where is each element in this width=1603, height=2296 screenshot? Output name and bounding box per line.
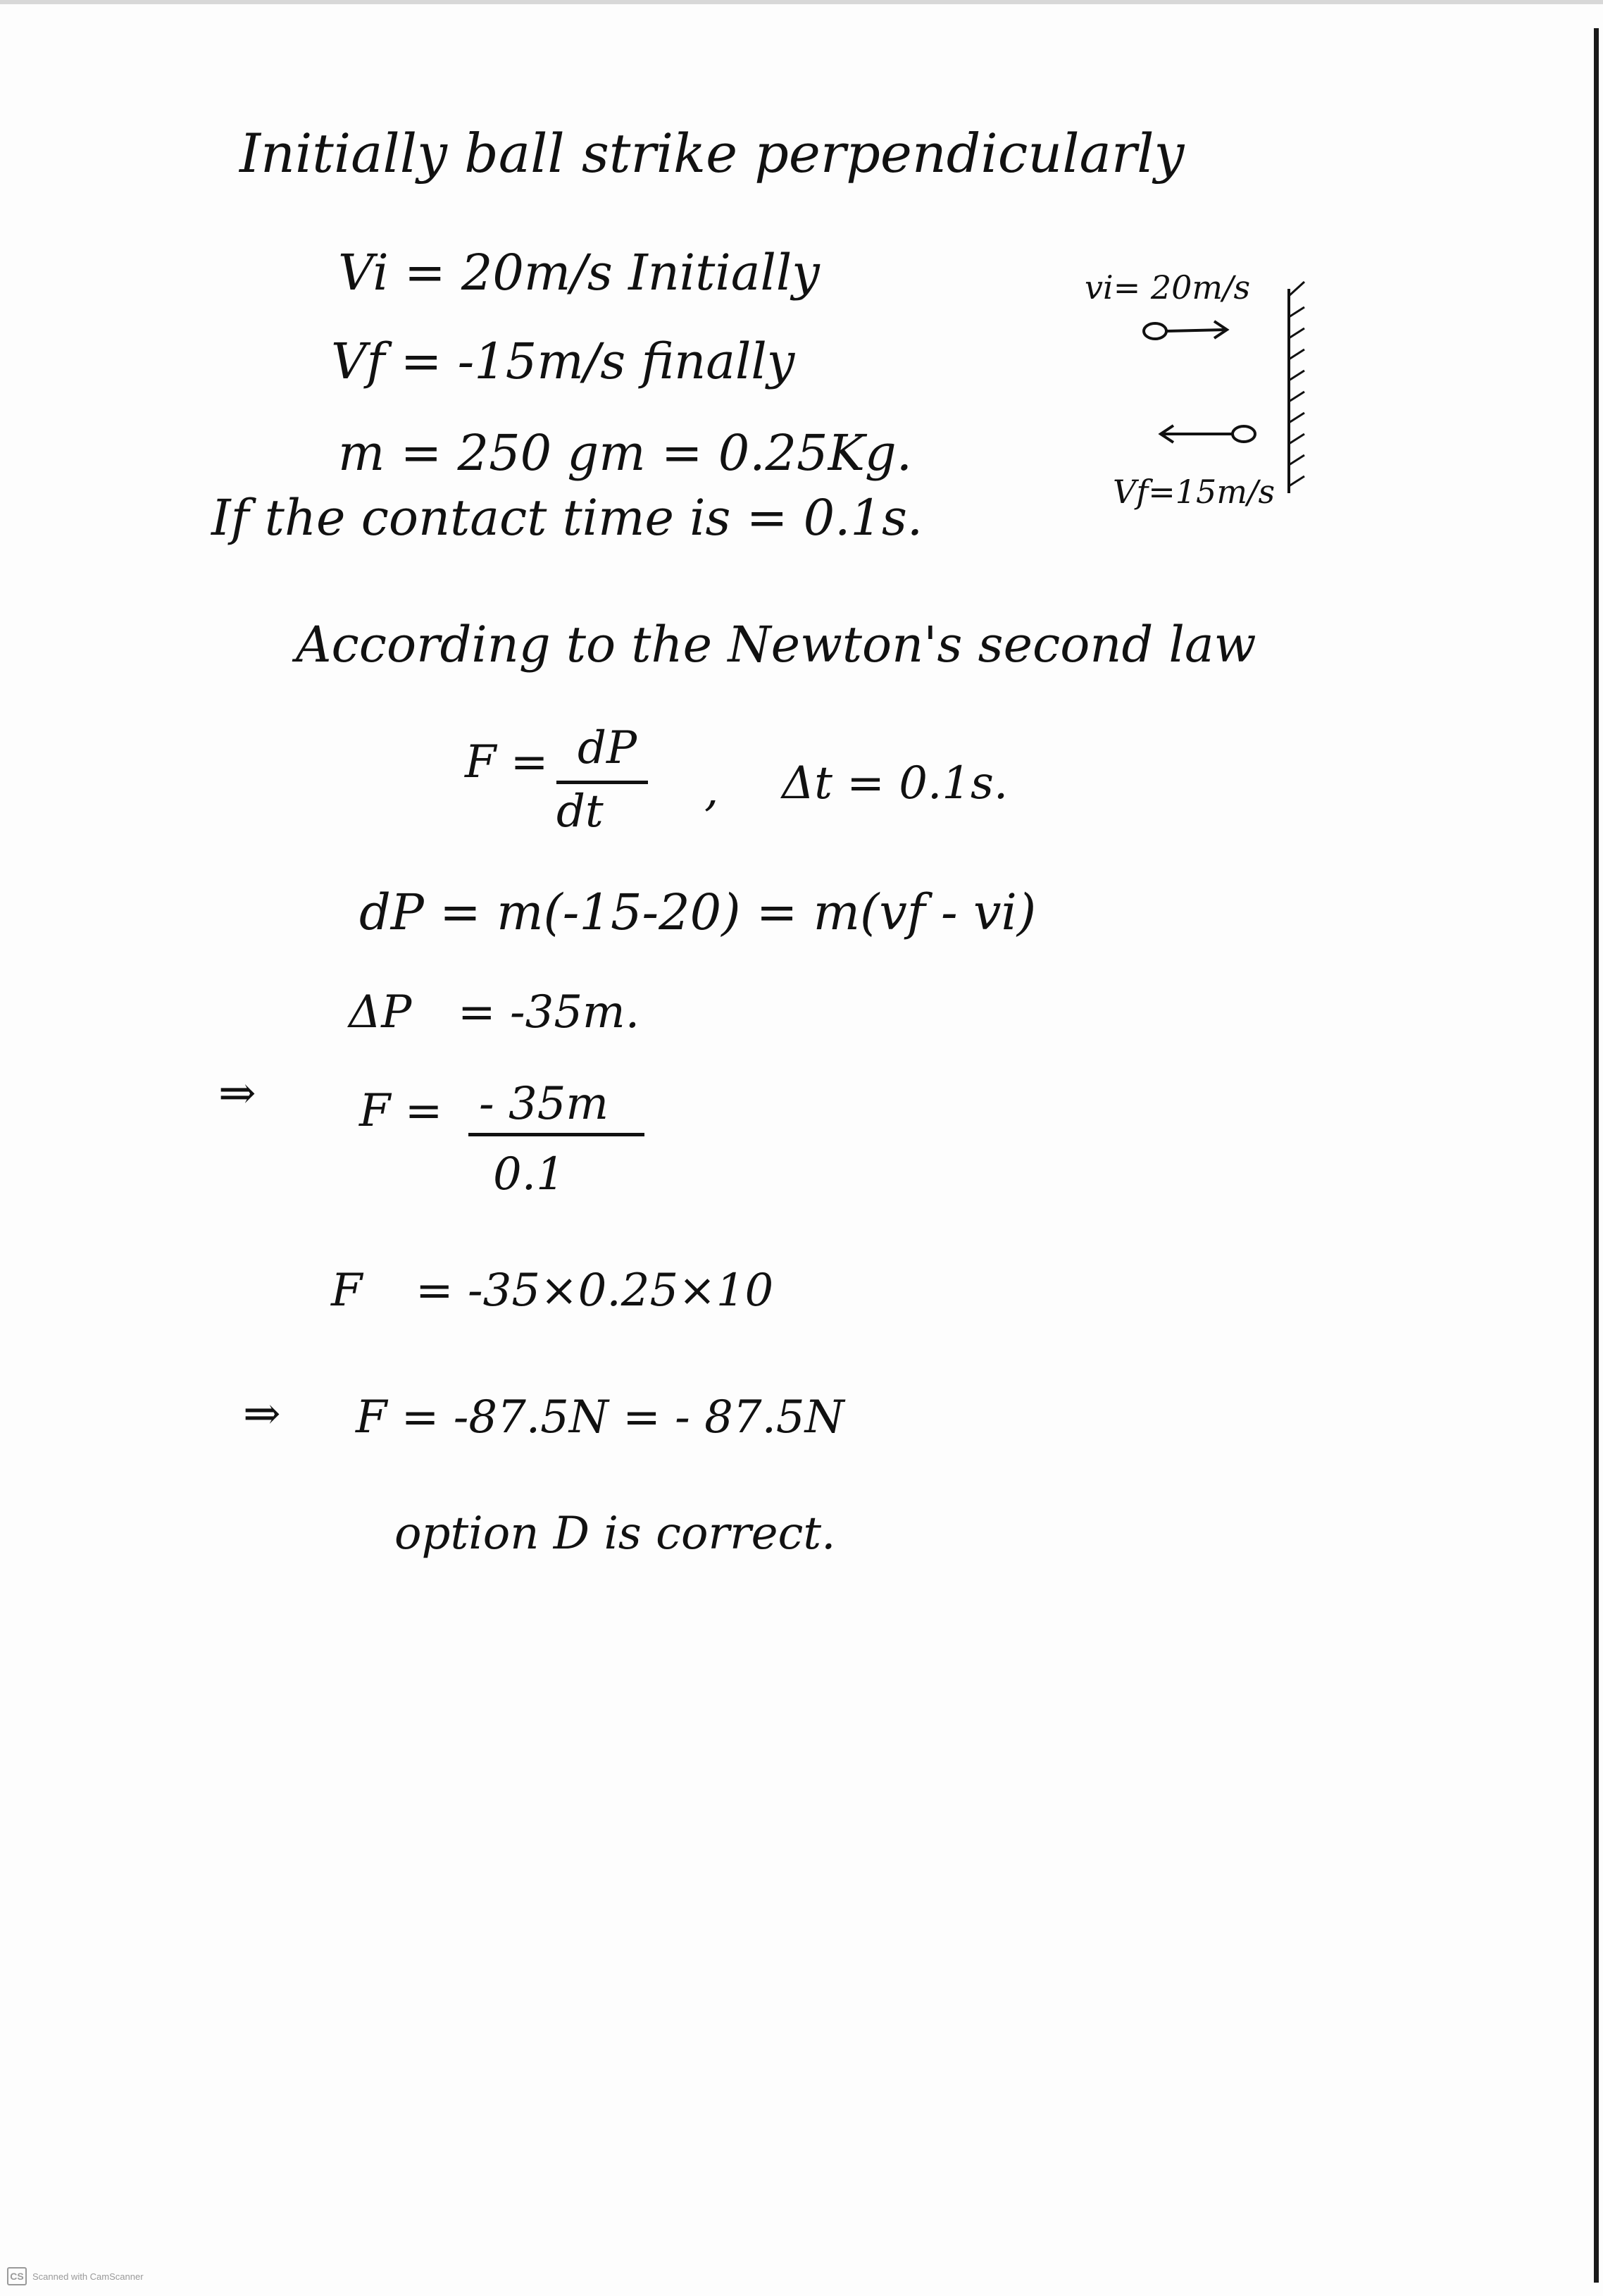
watermark-text: Scanned with CamScanner — [32, 2271, 144, 2282]
incoming-ball-icon — [1144, 321, 1227, 339]
force-2-numerator: - 35m — [479, 1078, 609, 1130]
given-contact-time: If the contact time is = 0.1s. — [211, 489, 923, 547]
force-line-label: F — [331, 1265, 363, 1317]
force-2-fraction-bar — [468, 1133, 644, 1136]
force-2-denominator: 0.1 — [493, 1148, 565, 1200]
newton-law-heading: According to the Newton's second law — [296, 616, 1256, 674]
given-vi: Vi = 20m/s Initially — [338, 244, 820, 302]
force-lhs: F = — [465, 736, 549, 788]
implies-arrow-1: ⇒ — [218, 1067, 256, 1119]
force-denominator: dt — [556, 786, 604, 838]
diagram-vf-label: Vf=15m/s — [1113, 473, 1275, 511]
force-numerator: dP — [578, 722, 637, 774]
momentum-change-line: dP = m(-15-20) = m(vf - vi) — [359, 883, 1037, 941]
delta-p-value: = -35m. — [458, 986, 640, 1038]
wall-icon — [1289, 282, 1304, 493]
camscanner-watermark — [7, 2267, 144, 2285]
ball-wall-diagram — [1085, 261, 1366, 514]
scan-top-edge — [0, 0, 1603, 4]
force-line-value: = -35×0.25×10 — [416, 1265, 774, 1317]
equation-comma: , — [704, 764, 719, 817]
given-vf: Vf = -15m/s finally — [331, 333, 795, 390]
heading: Initially ball strike perpendicularly — [239, 122, 1185, 185]
scan-right-edge — [1594, 28, 1599, 2283]
conclusion: option D is correct. — [394, 1508, 836, 1560]
force-result: F = -87.5N = - 87.5N — [356, 1391, 844, 1444]
delta-p-label: ΔP — [349, 986, 412, 1038]
implies-arrow-2: ⇒ — [243, 1388, 281, 1440]
diagram-drawing — [1085, 261, 1366, 514]
rebound-ball-icon — [1161, 426, 1255, 442]
given-mass: m = 250 gm = 0.25Kg. — [338, 424, 912, 482]
delta-t-value: Δt = 0.1s. — [782, 757, 1009, 809]
camscanner-logo-icon: CS — [7, 2267, 27, 2285]
diagram-vi-label: vi= 20m/s — [1085, 268, 1251, 306]
force-lhs-2: F = — [359, 1085, 443, 1137]
force-fraction-bar — [556, 781, 648, 784]
